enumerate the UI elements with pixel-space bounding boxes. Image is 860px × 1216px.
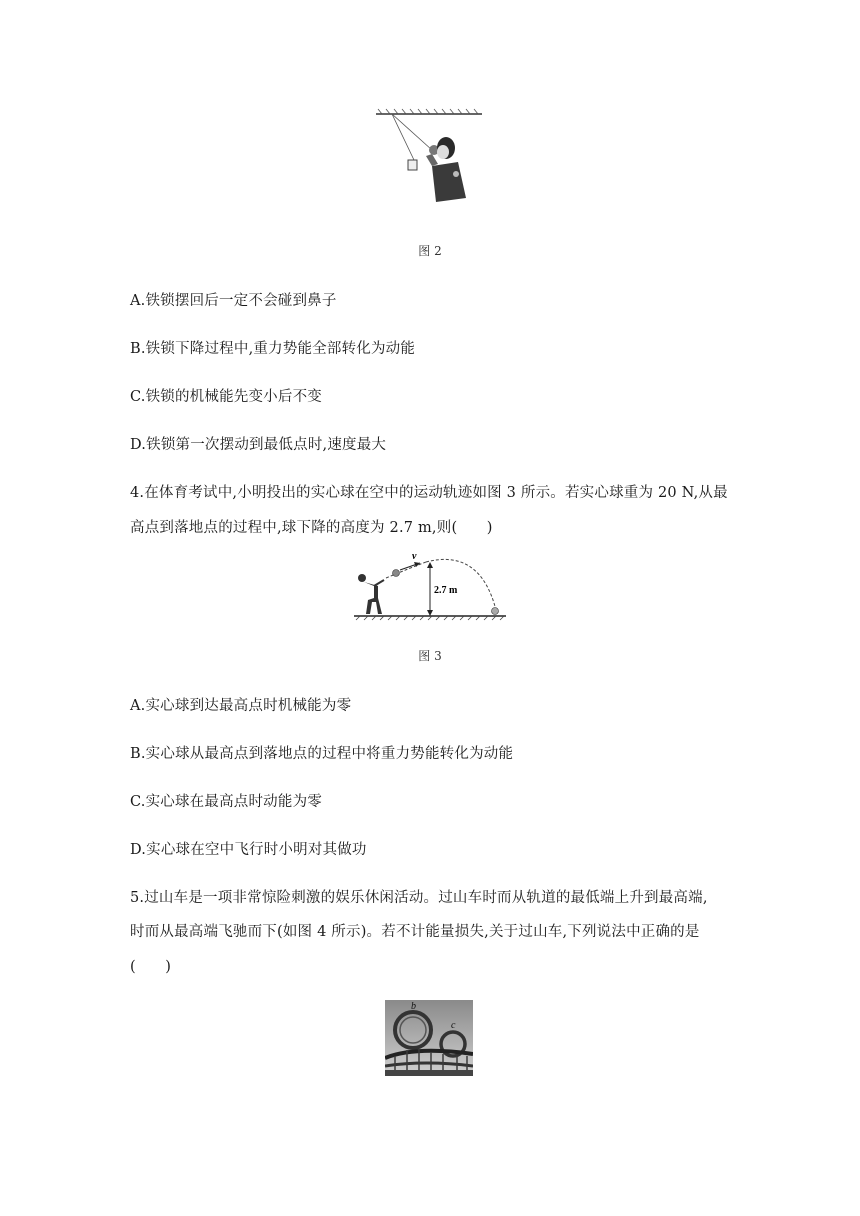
q3-option-b: B.铁锁下降过程中,重力势能全部转化为动能 — [130, 341, 416, 357]
q3-option-a: A.铁锁摆回后一定不会碰到鼻子 — [130, 293, 337, 309]
figure-3-trajectory-illustration — [350, 548, 510, 624]
q5-stem-line-1: 5.过山车是一项非常惊险刺激的娱乐休闲活动。过山车时而从轨道的最低端上升到最高端, — [130, 890, 708, 906]
q4-stem-line-2: 高点到落地点的过程中,球下降的高度为 2.7 m,则( ) — [130, 520, 493, 536]
point-c-label: c — [451, 1020, 456, 1031]
figure-4-roller-coaster-photo — [385, 1000, 473, 1076]
q4-stem-line-1: 4.在体育考试中,小明投出的实心球在空中的运动轨迹如图 3 所示。若实心球重为 20 N,从最 — [130, 485, 728, 501]
q4-option-c: C.实心球在最高点时动能为零 — [130, 794, 322, 810]
q5-stem-line-3: ( ) — [130, 959, 172, 975]
q5-stem-line-2: 时而从最高端飞驰而下(如图 4 所示)。若不计能量损失,关于过山车,下列说法中正确的是 — [130, 924, 700, 940]
q4-option-a: A.实心球到达最高点时机械能为零 — [130, 698, 352, 714]
figure-2-pendulum-illustration — [370, 108, 490, 206]
point-b-label: b — [411, 1001, 416, 1012]
q4-option-d: D.实心球在空中飞行时小明对其做功 — [130, 842, 367, 858]
q3-option-c: C.铁锁的机械能先变小后不变 — [130, 389, 322, 405]
q3-option-d: D.铁锁第一次摆动到最低点时,速度最大 — [130, 437, 387, 453]
height-label: 2.7 m — [434, 585, 458, 596]
figure-2-caption: 图 2 — [418, 244, 442, 258]
figure-3-caption: 图 3 — [418, 649, 442, 663]
q4-option-b: B.实心球从最高点到落地点的过程中将重力势能转化为动能 — [130, 746, 514, 762]
velocity-label: v — [412, 551, 417, 562]
